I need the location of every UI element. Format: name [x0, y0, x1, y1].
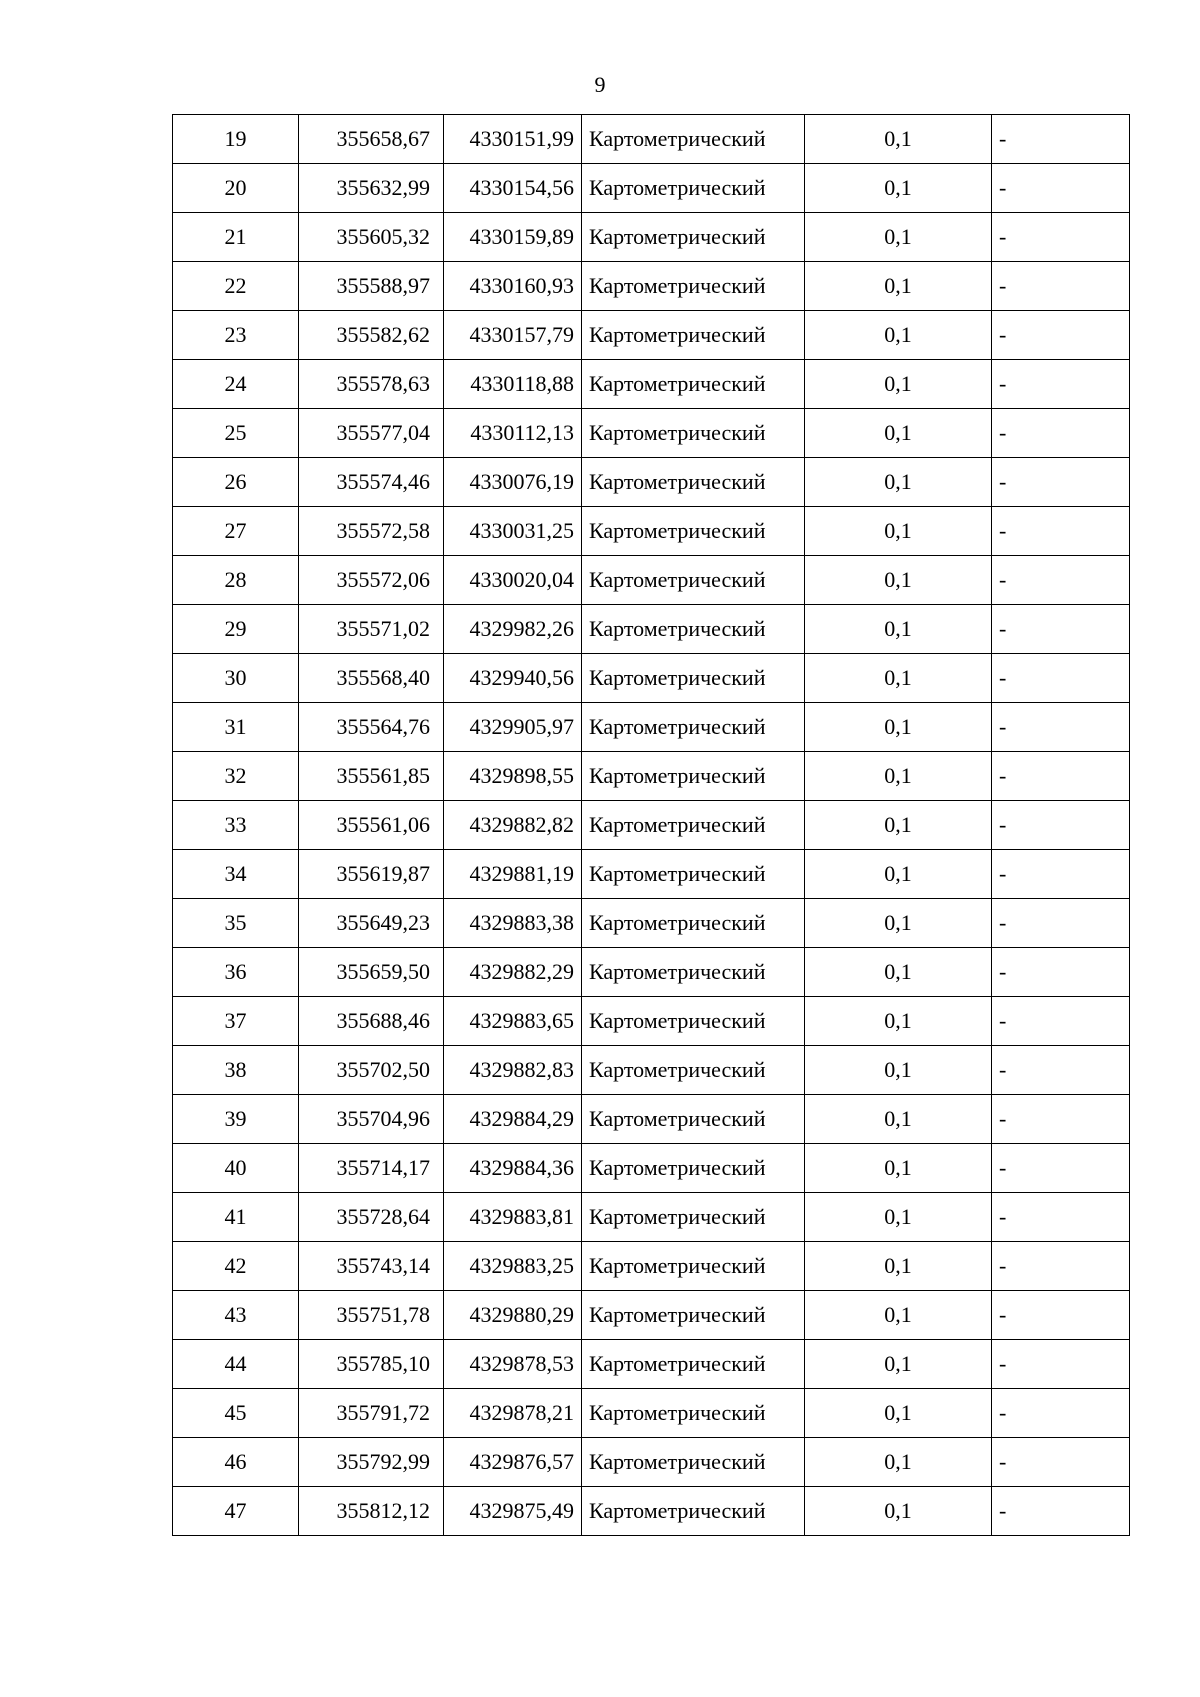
accuracy-cell: 0,1: [805, 1291, 992, 1340]
method-cell: Картометрический: [582, 752, 805, 801]
x-coordinate-cell: 355568,40: [299, 654, 444, 703]
accuracy-cell: 0,1: [805, 654, 992, 703]
description-cell: -: [992, 507, 1130, 556]
x-coordinate-cell: 355714,17: [299, 1144, 444, 1193]
description-cell: -: [992, 311, 1130, 360]
y-coordinate-cell: 4330031,25: [444, 507, 582, 556]
point-number-cell: 27: [173, 507, 299, 556]
description-cell: -: [992, 654, 1130, 703]
x-coordinate-cell: 355791,72: [299, 1389, 444, 1438]
y-coordinate-cell: 4329876,57: [444, 1438, 582, 1487]
method-cell: Картометрический: [582, 850, 805, 899]
description-cell: -: [992, 1291, 1130, 1340]
method-cell: Картометрический: [582, 507, 805, 556]
x-coordinate-cell: 355574,46: [299, 458, 444, 507]
coordinates-table-body: [173, 115, 1130, 1536]
accuracy-cell: 0,1: [805, 360, 992, 409]
table-row: [173, 409, 1130, 458]
accuracy-cell: 0,1: [805, 1340, 992, 1389]
accuracy-cell: 0,1: [805, 458, 992, 507]
accuracy-cell: 0,1: [805, 311, 992, 360]
accuracy-cell: 0,1: [805, 556, 992, 605]
y-coordinate-cell: 4329878,21: [444, 1389, 582, 1438]
x-coordinate-cell: 355561,06: [299, 801, 444, 850]
point-number-cell: 29: [173, 605, 299, 654]
accuracy-cell: 0,1: [805, 1095, 992, 1144]
method-cell: Картометрический: [582, 262, 805, 311]
table-row: [173, 605, 1130, 654]
x-coordinate-cell: 355659,50: [299, 948, 444, 997]
description-cell: -: [992, 1438, 1130, 1487]
x-coordinate-cell: 355785,10: [299, 1340, 444, 1389]
accuracy-cell: 0,1: [805, 115, 992, 164]
point-number-cell: 44: [173, 1340, 299, 1389]
description-cell: -: [992, 1193, 1130, 1242]
point-number-cell: 21: [173, 213, 299, 262]
description-cell: -: [992, 997, 1130, 1046]
accuracy-cell: 0,1: [805, 213, 992, 262]
table-row: [173, 1389, 1130, 1438]
accuracy-cell: 0,1: [805, 1193, 992, 1242]
x-coordinate-cell: 355561,85: [299, 752, 444, 801]
accuracy-cell: 0,1: [805, 703, 992, 752]
table-row: [173, 850, 1130, 899]
x-coordinate-cell: 355649,23: [299, 899, 444, 948]
x-coordinate-cell: 355751,78: [299, 1291, 444, 1340]
point-number-cell: 19: [173, 115, 299, 164]
point-number-cell: 38: [173, 1046, 299, 1095]
y-coordinate-cell: 4330154,56: [444, 164, 582, 213]
table-row: [173, 458, 1130, 507]
x-coordinate-cell: 355578,63: [299, 360, 444, 409]
y-coordinate-cell: 4330118,88: [444, 360, 582, 409]
method-cell: Картометрический: [582, 458, 805, 507]
table-row: [173, 1144, 1130, 1193]
method-cell: Картометрический: [582, 213, 805, 262]
table-row: [173, 1095, 1130, 1144]
point-number-cell: 43: [173, 1291, 299, 1340]
x-coordinate-cell: 355572,06: [299, 556, 444, 605]
point-number-cell: 37: [173, 997, 299, 1046]
description-cell: -: [992, 360, 1130, 409]
y-coordinate-cell: 4329982,26: [444, 605, 582, 654]
description-cell: -: [992, 458, 1130, 507]
y-coordinate-cell: 4330160,93: [444, 262, 582, 311]
point-number-cell: 46: [173, 1438, 299, 1487]
coordinates-table: [172, 114, 1130, 1536]
x-coordinate-cell: 355658,67: [299, 115, 444, 164]
y-coordinate-cell: 4329882,29: [444, 948, 582, 997]
point-number-cell: 33: [173, 801, 299, 850]
point-number-cell: 36: [173, 948, 299, 997]
x-coordinate-cell: 355792,99: [299, 1438, 444, 1487]
y-coordinate-cell: 4329905,97: [444, 703, 582, 752]
accuracy-cell: 0,1: [805, 1389, 992, 1438]
accuracy-cell: 0,1: [805, 752, 992, 801]
table-row: [173, 997, 1130, 1046]
table-row: [173, 556, 1130, 605]
description-cell: -: [992, 948, 1130, 997]
table-row: [173, 948, 1130, 997]
accuracy-cell: 0,1: [805, 899, 992, 948]
description-cell: -: [992, 703, 1130, 752]
y-coordinate-cell: 4329883,25: [444, 1242, 582, 1291]
method-cell: Картометрический: [582, 556, 805, 605]
point-number-cell: 26: [173, 458, 299, 507]
description-cell: -: [992, 556, 1130, 605]
method-cell: Картометрический: [582, 654, 805, 703]
description-cell: -: [992, 1144, 1130, 1193]
point-number-cell: 47: [173, 1487, 299, 1536]
point-number-cell: 35: [173, 899, 299, 948]
point-number-cell: 39: [173, 1095, 299, 1144]
x-coordinate-cell: 355688,46: [299, 997, 444, 1046]
accuracy-cell: 0,1: [805, 1487, 992, 1536]
y-coordinate-cell: 4330076,19: [444, 458, 582, 507]
y-coordinate-cell: 4330157,79: [444, 311, 582, 360]
table-row: [173, 899, 1130, 948]
point-number-cell: 25: [173, 409, 299, 458]
y-coordinate-cell: 4329884,29: [444, 1095, 582, 1144]
description-cell: -: [992, 1487, 1130, 1536]
method-cell: Картометрический: [582, 164, 805, 213]
table-row: [173, 1242, 1130, 1291]
table-row: [173, 1291, 1130, 1340]
x-coordinate-cell: 355605,32: [299, 213, 444, 262]
table-row: [173, 654, 1130, 703]
table-row: [173, 703, 1130, 752]
accuracy-cell: 0,1: [805, 1046, 992, 1095]
description-cell: -: [992, 409, 1130, 458]
point-number-cell: 28: [173, 556, 299, 605]
x-coordinate-cell: 355577,04: [299, 409, 444, 458]
method-cell: Картометрический: [582, 1095, 805, 1144]
y-coordinate-cell: 4329883,81: [444, 1193, 582, 1242]
point-number-cell: 41: [173, 1193, 299, 1242]
accuracy-cell: 0,1: [805, 850, 992, 899]
x-coordinate-cell: 355564,76: [299, 703, 444, 752]
point-number-cell: 40: [173, 1144, 299, 1193]
description-cell: -: [992, 1095, 1130, 1144]
method-cell: Картометрический: [582, 1340, 805, 1389]
point-number-cell: 32: [173, 752, 299, 801]
point-number-cell: 31: [173, 703, 299, 752]
table-row: [173, 262, 1130, 311]
description-cell: -: [992, 213, 1130, 262]
method-cell: Картометрический: [582, 115, 805, 164]
y-coordinate-cell: 4329898,55: [444, 752, 582, 801]
x-coordinate-cell: 355582,62: [299, 311, 444, 360]
accuracy-cell: 0,1: [805, 409, 992, 458]
x-coordinate-cell: 355632,99: [299, 164, 444, 213]
y-coordinate-cell: 4330112,13: [444, 409, 582, 458]
accuracy-cell: 0,1: [805, 1242, 992, 1291]
y-coordinate-cell: 4329940,56: [444, 654, 582, 703]
table-row: [173, 1438, 1130, 1487]
method-cell: Картометрический: [582, 1144, 805, 1193]
y-coordinate-cell: 4329884,36: [444, 1144, 582, 1193]
y-coordinate-cell: 4330020,04: [444, 556, 582, 605]
method-cell: Картометрический: [582, 801, 805, 850]
accuracy-cell: 0,1: [805, 605, 992, 654]
description-cell: -: [992, 262, 1130, 311]
table-row: [173, 1193, 1130, 1242]
accuracy-cell: 0,1: [805, 801, 992, 850]
x-coordinate-cell: 355572,58: [299, 507, 444, 556]
method-cell: Картометрический: [582, 1193, 805, 1242]
x-coordinate-cell: 355588,97: [299, 262, 444, 311]
point-number-cell: 30: [173, 654, 299, 703]
method-cell: Картометрический: [582, 605, 805, 654]
y-coordinate-cell: 4329880,29: [444, 1291, 582, 1340]
point-number-cell: 24: [173, 360, 299, 409]
y-coordinate-cell: 4329881,19: [444, 850, 582, 899]
x-coordinate-cell: 355702,50: [299, 1046, 444, 1095]
accuracy-cell: 0,1: [805, 507, 992, 556]
y-coordinate-cell: 4329878,53: [444, 1340, 582, 1389]
table-row: [173, 115, 1130, 164]
point-number-cell: 42: [173, 1242, 299, 1291]
method-cell: Картометрический: [582, 311, 805, 360]
table-row: [173, 1487, 1130, 1536]
table-row: [173, 360, 1130, 409]
accuracy-cell: 0,1: [805, 1144, 992, 1193]
method-cell: Картометрический: [582, 948, 805, 997]
point-number-cell: 23: [173, 311, 299, 360]
point-number-cell: 22: [173, 262, 299, 311]
method-cell: Картометрический: [582, 1487, 805, 1536]
x-coordinate-cell: 355704,96: [299, 1095, 444, 1144]
table-row: [173, 507, 1130, 556]
description-cell: -: [992, 850, 1130, 899]
y-coordinate-cell: 4329882,83: [444, 1046, 582, 1095]
description-cell: -: [992, 1340, 1130, 1389]
table-row: [173, 1340, 1130, 1389]
y-coordinate-cell: 4330159,89: [444, 213, 582, 262]
table-row: [173, 311, 1130, 360]
table-row: [173, 164, 1130, 213]
method-cell: Картометрический: [582, 1389, 805, 1438]
method-cell: Картометрический: [582, 360, 805, 409]
accuracy-cell: 0,1: [805, 164, 992, 213]
description-cell: -: [992, 164, 1130, 213]
accuracy-cell: 0,1: [805, 997, 992, 1046]
method-cell: Картометрический: [582, 1046, 805, 1095]
method-cell: Картометрический: [582, 1438, 805, 1487]
description-cell: -: [992, 899, 1130, 948]
description-cell: -: [992, 801, 1130, 850]
method-cell: Картометрический: [582, 1242, 805, 1291]
description-cell: -: [992, 1389, 1130, 1438]
y-coordinate-cell: 4329883,65: [444, 997, 582, 1046]
method-cell: Картометрический: [582, 997, 805, 1046]
method-cell: Картометрический: [582, 1291, 805, 1340]
method-cell: Картометрический: [582, 703, 805, 752]
table-row: [173, 752, 1130, 801]
description-cell: -: [992, 115, 1130, 164]
x-coordinate-cell: 355728,64: [299, 1193, 444, 1242]
x-coordinate-cell: 355743,14: [299, 1242, 444, 1291]
x-coordinate-cell: 355619,87: [299, 850, 444, 899]
accuracy-cell: 0,1: [805, 262, 992, 311]
description-cell: -: [992, 1046, 1130, 1095]
y-coordinate-cell: 4330151,99: [444, 115, 582, 164]
table-row: [173, 1046, 1130, 1095]
accuracy-cell: 0,1: [805, 1438, 992, 1487]
y-coordinate-cell: 4329883,38: [444, 899, 582, 948]
accuracy-cell: 0,1: [805, 948, 992, 997]
point-number-cell: 20: [173, 164, 299, 213]
method-cell: Картометрический: [582, 409, 805, 458]
description-cell: -: [992, 605, 1130, 654]
x-coordinate-cell: 355571,02: [299, 605, 444, 654]
page-number: 9: [594, 72, 606, 97]
x-coordinate-cell: 355812,12: [299, 1487, 444, 1536]
table-row: [173, 801, 1130, 850]
description-cell: -: [992, 752, 1130, 801]
method-cell: Картометрический: [582, 899, 805, 948]
description-cell: -: [992, 1242, 1130, 1291]
point-number-cell: 34: [173, 850, 299, 899]
table-row: [173, 213, 1130, 262]
point-number-cell: 45: [173, 1389, 299, 1438]
y-coordinate-cell: 4329875,49: [444, 1487, 582, 1536]
y-coordinate-cell: 4329882,82: [444, 801, 582, 850]
